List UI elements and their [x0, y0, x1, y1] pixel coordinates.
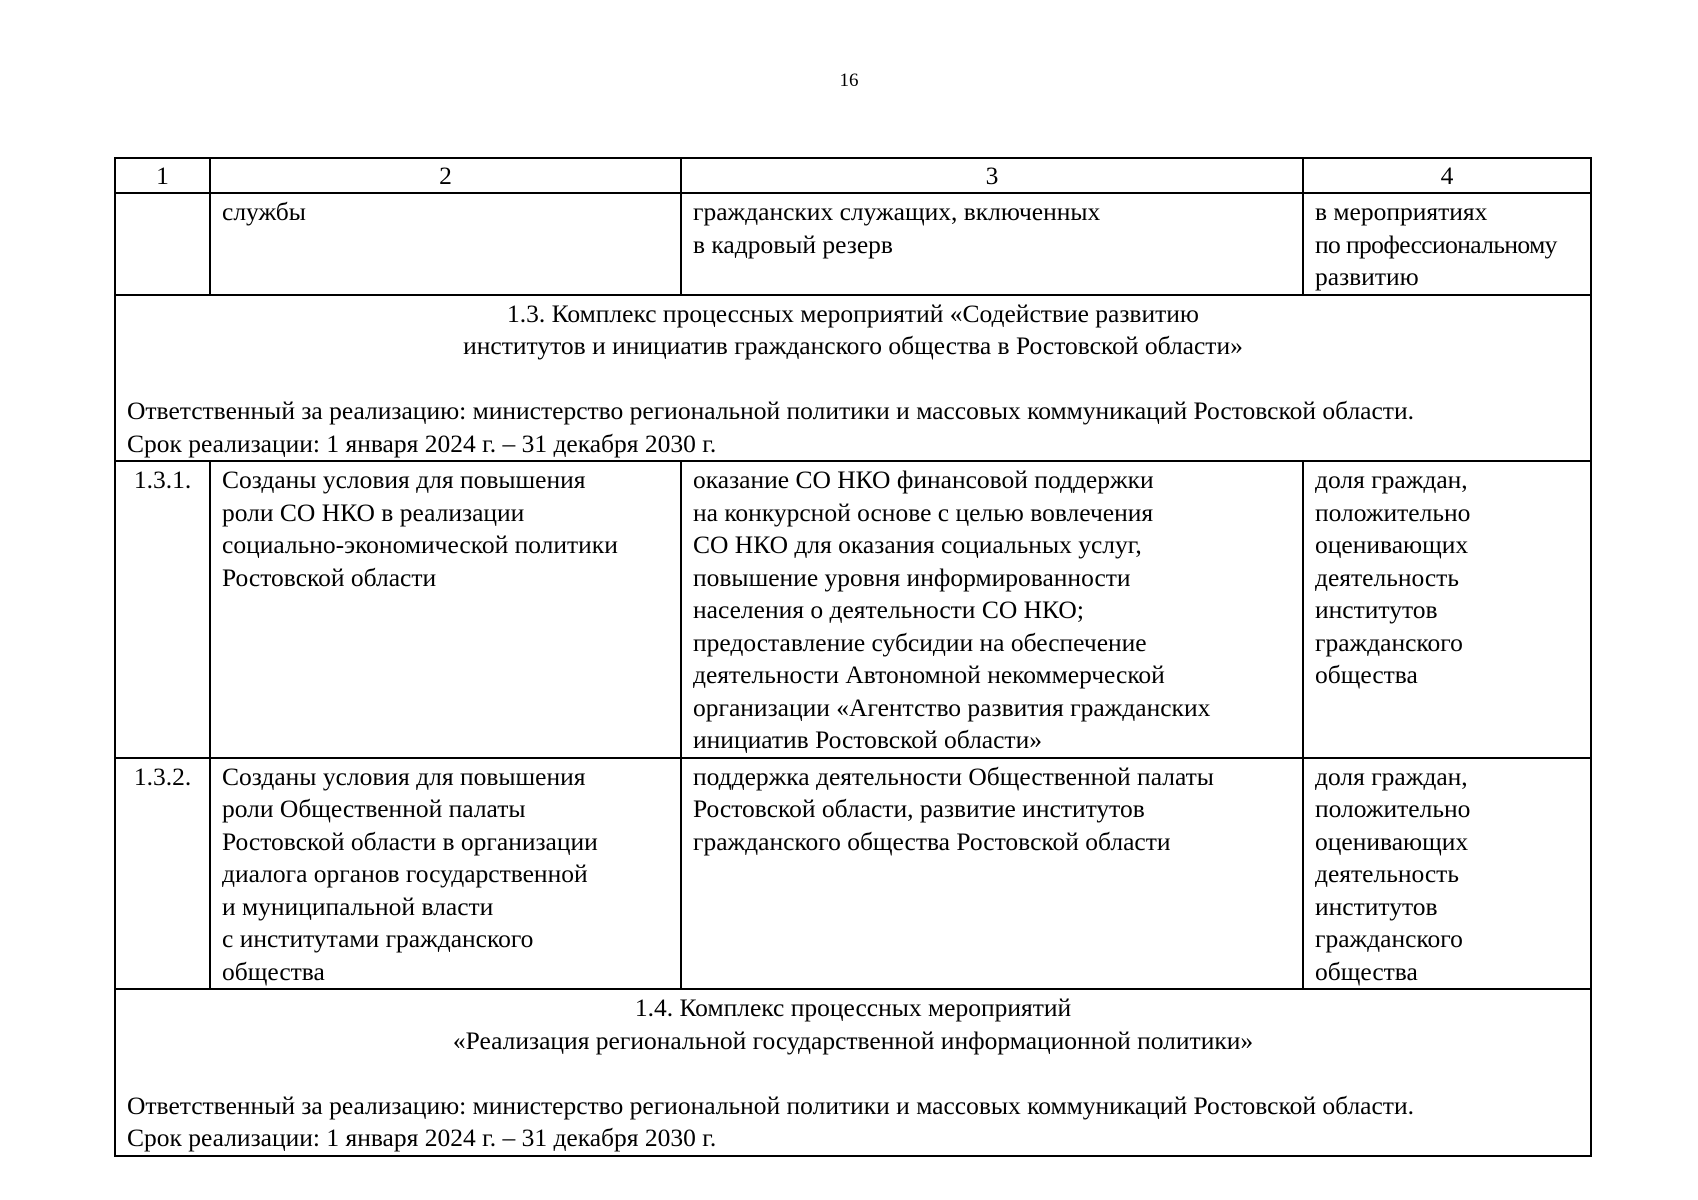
table-row-1-3-2: [115, 758, 1591, 990]
text-line: общества: [222, 956, 325, 986]
text-line: организации «Агентство развития гражданских: [693, 692, 1211, 722]
row-result-cell: [210, 758, 681, 990]
text-line: повышение уровня информированности: [693, 562, 1131, 592]
row-indicator-cell: [1303, 461, 1591, 758]
text-line: инициатив Ростовской области»: [693, 725, 1042, 754]
table-header-row: [115, 158, 1591, 193]
text-line: деятельность: [1315, 859, 1459, 888]
section-title-line: «Реализация региональной государственной информационной политики»: [452, 1025, 1254, 1055]
text-line: деятельности Автономной некоммерческой: [693, 660, 1165, 689]
text-line: роли Общественной палаты: [222, 794, 526, 823]
text-line: общества: [1315, 660, 1418, 689]
table-row-continuation: [115, 193, 1591, 295]
text-line: Ростовской области в организации: [222, 826, 598, 856]
text-line: СО НКО для оказания социальных услуг,: [693, 530, 1142, 559]
section-term: Срок реализации: 1 января 2024 г. – 31 декабря 2030 г.: [127, 1123, 717, 1152]
section-title-line: 1.4. Комплекс процессных мероприятий: [634, 993, 1072, 1022]
measures-table: [114, 157, 1592, 1157]
text-line: гражданского: [1315, 924, 1463, 953]
text-line: доля граждан,: [1315, 761, 1468, 791]
section-title: [127, 298, 1579, 363]
table-row-1-3-1: [115, 461, 1591, 758]
section-header-1-3: [115, 295, 1591, 462]
continuation-result-cell: [210, 193, 681, 295]
text-line: и муниципальной власти: [222, 891, 494, 921]
text-line: оценивающих: [1315, 530, 1469, 559]
text-line: предоставление субсидии на обеспечение: [693, 627, 1147, 657]
text-line: населения о деятельности СО НКО;: [693, 595, 1084, 624]
header-col-3: 3: [681, 158, 1303, 193]
row-result-cell: [210, 461, 681, 758]
row-number: 1.3.1.: [115, 461, 210, 758]
text-line: доля граждан,: [1315, 465, 1468, 494]
text-line: в кадровый резерв: [693, 229, 893, 259]
continuation-num-cell: [115, 193, 210, 295]
continuation-indicator-cell: [1303, 193, 1591, 295]
section-header-1-4: [115, 989, 1591, 1156]
text-line: службы: [222, 197, 306, 226]
text-line: общества: [1315, 956, 1418, 986]
text-line: диалога органов государственной: [222, 859, 588, 888]
header-col-1: 1: [115, 158, 210, 193]
section-title-line: институтов и инициатив гражданского общества в Ростовской области»: [463, 331, 1243, 360]
section-row-1-3: [115, 295, 1591, 462]
text-line: деятельность: [1315, 562, 1459, 592]
text-line: положительно: [1315, 497, 1471, 527]
text-line: положительно: [1315, 794, 1471, 823]
row-indicator-cell: [1303, 758, 1591, 990]
section-row-1-4: [115, 989, 1591, 1156]
header-col-2: 2: [210, 158, 681, 193]
text-line: роли СО НКО в реализации: [222, 497, 525, 527]
row-description-cell: [681, 461, 1303, 758]
text-line: развитию: [1315, 262, 1419, 291]
section-title: [127, 992, 1579, 1057]
header-col-4: 4: [1303, 158, 1591, 193]
section-term: Срок реализации: 1 января 2024 г. – 31 декабря 2030 г.: [127, 428, 717, 458]
text-line: в мероприятиях: [1315, 197, 1488, 226]
text-line: Созданы условия для повышения: [222, 761, 586, 791]
row-number: 1.3.2.: [115, 758, 210, 990]
text-line: оказание СО НКО финансовой поддержки: [693, 465, 1154, 494]
section-title-line: 1.3. Комплекс процессных мероприятий «Содействие развитию: [507, 298, 1199, 328]
page-number: 16: [839, 70, 859, 91]
text-line: институтов: [1315, 595, 1438, 624]
text-line: с институтами гражданского: [222, 924, 534, 953]
continuation-description-cell: [681, 193, 1303, 295]
text-line: гражданского общества Ростовской области: [693, 826, 1171, 856]
section-responsible: Ответственный за реализацию: министерство региональной политики и массовых коммуникаций Ростовской области.: [127, 1090, 1414, 1120]
text-line: гражданского: [1315, 627, 1463, 657]
text-line: гражданских служащих, включенных: [693, 197, 1101, 226]
text-line: оценивающих: [1315, 826, 1469, 856]
text-line: Созданы условия для повышения: [222, 465, 586, 494]
text-line: по профессиональному: [1315, 229, 1557, 259]
text-line: социально-экономической политики: [222, 530, 618, 559]
row-description-cell: [681, 758, 1303, 990]
text-line: Ростовской области: [222, 562, 437, 592]
text-line: на конкурсной основе с целью вовлечения: [693, 497, 1154, 527]
text-line: институтов: [1315, 891, 1438, 921]
text-line: поддержка деятельности Общественной палаты: [693, 761, 1214, 791]
section-responsible: Ответственный за реализацию: министерство региональной политики и массовых коммуникаций Ростовской области.: [127, 396, 1414, 425]
text-line: Ростовской области, развитие институтов: [693, 794, 1145, 823]
